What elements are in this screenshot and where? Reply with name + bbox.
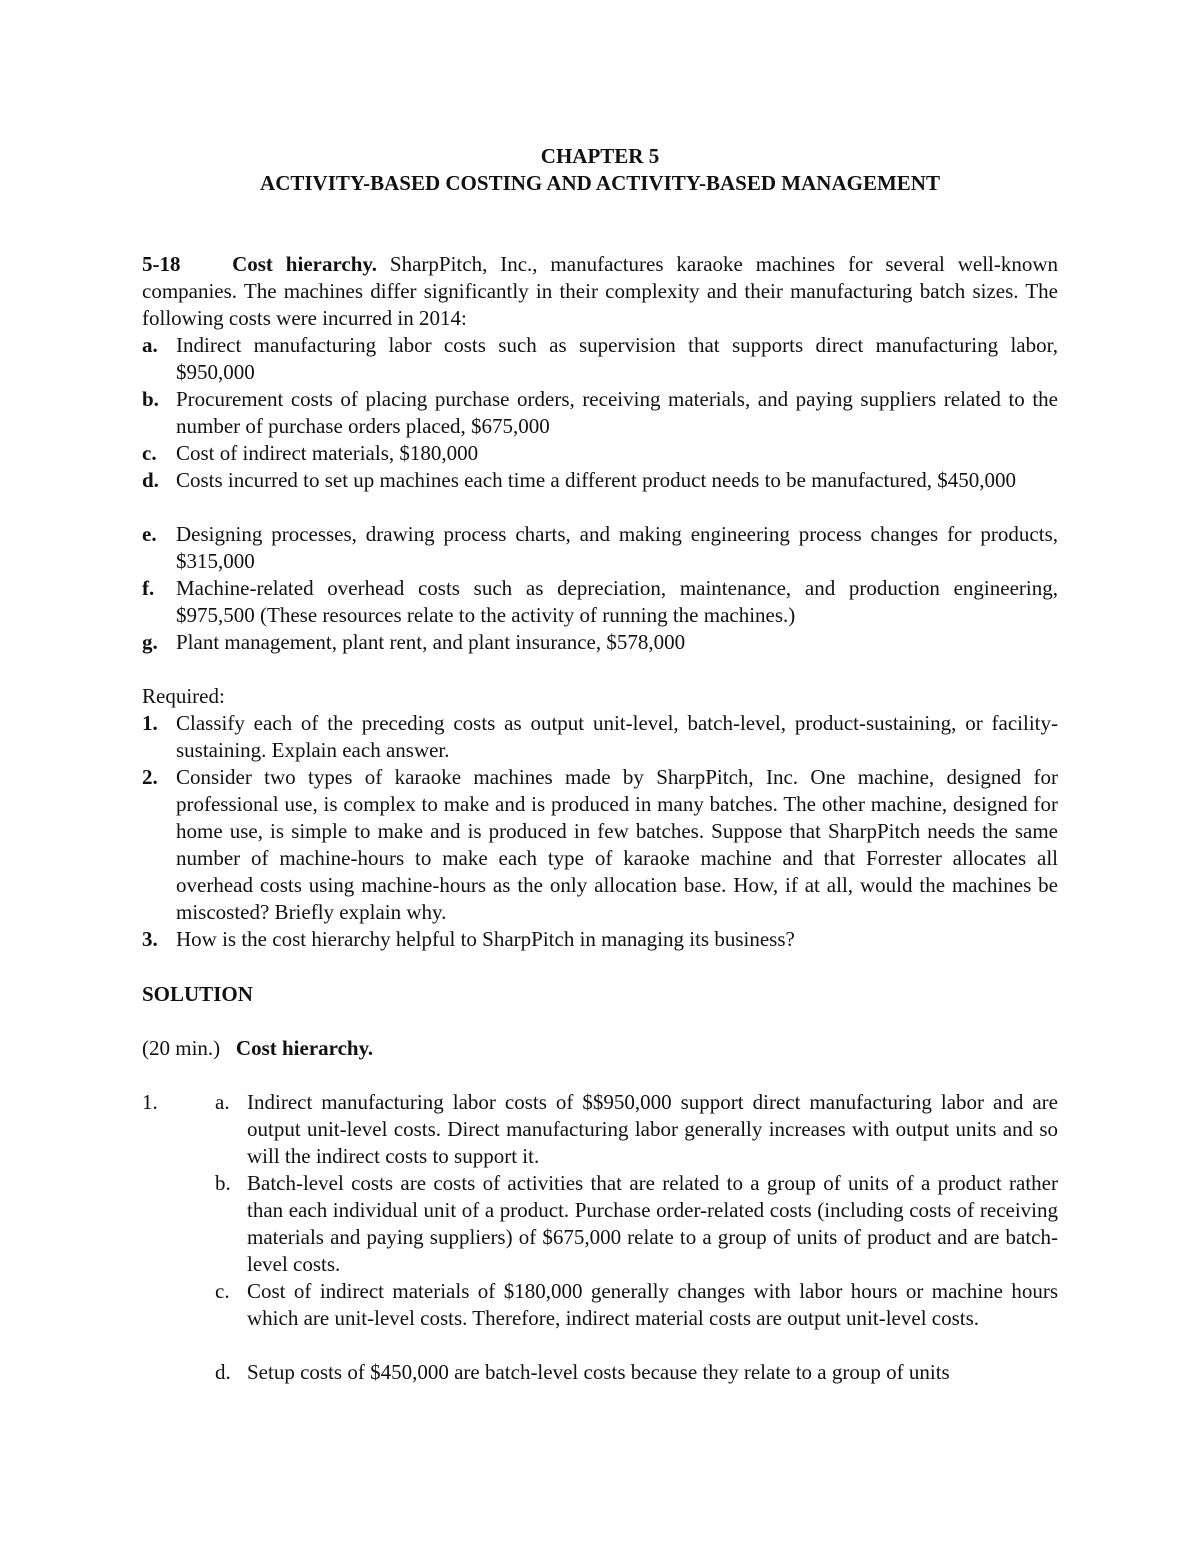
- problem-heading: Cost hierarchy.: [232, 252, 377, 276]
- chapter-number: CHAPTER 5: [540, 144, 660, 168]
- solution-item-b: [215, 1170, 1058, 1278]
- solution-heading: SOLUTION: [142, 982, 253, 1006]
- solution-time: (20 min.): [142, 1036, 221, 1060]
- problem-item-c: [142, 440, 1058, 467]
- item-text: Plant management, plant rent, and plant insurance, $578,000: [176, 630, 686, 654]
- item-text: Costs incurred to set up machines each time a different product needs to be manufactured, $450,000: [176, 468, 1016, 492]
- required-item-1: [142, 710, 1058, 764]
- problem-item-g: [142, 629, 1058, 656]
- item-label: g.: [142, 630, 158, 654]
- solution-topic: Cost hierarchy.: [235, 1036, 374, 1060]
- required-item-3: [142, 926, 1058, 953]
- item-label: 2.: [142, 765, 158, 789]
- item-text: How is the cost hierarchy helpful to SharpPitch in managing its business?: [176, 927, 795, 951]
- item-text: Cost of indirect materials of $180,000 generally changes with labor hours or machine hours which are unit-level costs. Therefore, indirect material costs are output unit-level costs.: [247, 1279, 1058, 1330]
- item-label: 3.: [142, 927, 158, 951]
- item-text: Designing processes, drawing process charts, and making engineering process changes for products, $315,000: [176, 522, 1058, 573]
- problem-intro-text: SharpPitch, Inc., manufactures karaoke machines for several well-known companies. The machines differ significantly in their complexity and their manufacturing batch sizes. The following costs were incurred in 2014:: [142, 252, 1059, 330]
- item-label: c.: [215, 1279, 230, 1303]
- item-text: Indirect manufacturing labor costs such as supervision that supports direct manufacturing labor, $950,000: [176, 333, 1058, 384]
- item-label: d.: [142, 468, 159, 492]
- solution-item-c: [215, 1278, 1058, 1332]
- item-text: Consider two types of karaoke machines made by SharpPitch, Inc. One machine, designed for professional use, is complex to make and is produced in many batches. The other machine, designed for home use, is simple to make and is produced in few batches. Suppose that SharpPitch needs the same number of machine-hours to make each type of karaoke machine and that Forrester allocates all overhead costs using machine-hours as the only allocation base. How, if at all, would the machines be miscosted? Briefly explain why.: [176, 765, 1058, 924]
- problem-item-f: [142, 575, 1058, 629]
- problem-item-b: [142, 386, 1058, 440]
- item-text: Setup costs of $450,000 are batch-level costs because they relate to a group of units: [247, 1360, 950, 1384]
- item-label: 1.: [142, 711, 158, 735]
- item-label: b.: [215, 1171, 231, 1195]
- chapter-title: ACTIVITY-BASED COSTING AND ACTIVITY-BASED MANAGEMENT: [260, 171, 940, 195]
- solution-item-d: [215, 1359, 1058, 1386]
- item-label: a.: [215, 1090, 230, 1114]
- problem-intro: [142, 251, 1058, 332]
- item-text: Cost of indirect materials, $180,000: [176, 441, 479, 465]
- item-label: d.: [215, 1360, 231, 1384]
- item-text: Machine-related overhead costs such as depreciation, maintenance, and production engineering, $975,500 (These resources relate to the activity of running the machines.): [176, 576, 1058, 627]
- item-label: e.: [142, 522, 157, 546]
- item-label: f.: [142, 576, 155, 600]
- item-text: Indirect manufacturing labor costs of $$950,000 support direct manufacturing labor and are output unit-level costs. Direct manufacturing labor generally increases with output units and so will the indirect costs to support it.: [247, 1090, 1058, 1168]
- required-item-2: [142, 764, 1058, 926]
- problem-number: 5-18: [142, 252, 181, 276]
- item-label: c.: [142, 441, 157, 465]
- item-label: a.: [142, 333, 158, 357]
- item-text: Classify each of the preceding costs as output unit-level, batch-level, product-sustaining, or facility-sustaining. Explain each answer.: [176, 711, 1058, 762]
- required-label: Required:: [142, 684, 225, 708]
- solution-item-a: [215, 1089, 1058, 1170]
- item-text: Batch-level costs are costs of activities that are related to a group of units of a product rather than each individual unit of a product. Purchase order-related costs (including costs of receiving materials and paying suppliers) of $675,000 relate to a group of units of product and are batch-level costs.: [247, 1171, 1058, 1276]
- solution-subheading: [142, 1035, 1058, 1062]
- item-label: b.: [142, 387, 159, 411]
- problem-item-d: [142, 467, 1058, 494]
- solution-part-number: 1.: [142, 1090, 158, 1114]
- problem-item-e: [142, 521, 1058, 575]
- item-text: Procurement costs of placing purchase orders, receiving materials, and paying suppliers related to the number of purchase orders placed, $675,000: [176, 387, 1058, 438]
- problem-item-a: [142, 332, 1058, 386]
